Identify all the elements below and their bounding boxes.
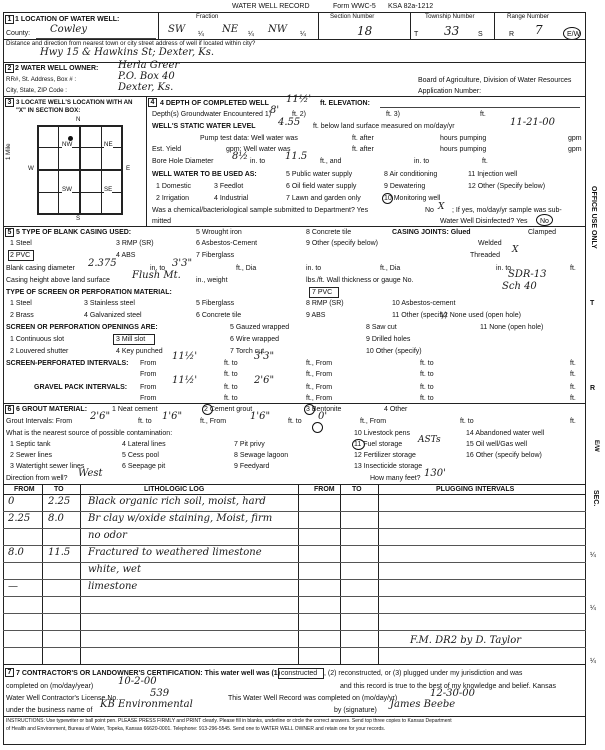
perf-to-value: 3'3" <box>254 351 275 362</box>
log-desc-cell: Fractured to weathered limestone <box>88 547 262 558</box>
instructions-1: INSTRUCTIONS: Use typewriter or ball point pen. PLEASE PRESS FIRMLY and PRINT clearly. Please fill in blanks, underline or circle the correct answers. Send top three copies to Kansas Department <box>6 718 452 724</box>
address-value: P.O. Box 40 <box>118 71 175 82</box>
open-mill: 3 Mill slot <box>116 336 146 343</box>
groundwater-ft2: ft. 2) <box>292 111 307 118</box>
perf-ft-to-3: ft. to <box>224 371 238 378</box>
township-prefix: T <box>414 31 419 38</box>
screen-abs: 9 ABS <box>306 312 326 319</box>
depth-label: 4 DEPTH OF COMPLETED WELL <box>160 100 269 107</box>
grout-other: 4 Other <box>384 406 408 413</box>
groundwater-label: Depth(s) Groundwater Encountered 1) <box>152 111 272 118</box>
distance-label: Distance and direction from nearest town or city street address of well if located within city? <box>6 40 256 47</box>
chem-mitted: mitted <box>152 218 172 225</box>
grout-bentonite: 3 Bentonite <box>306 406 342 413</box>
open-wire: 6 Wire wrapped <box>230 336 280 343</box>
diam-label: Blank casing diameter <box>6 265 75 272</box>
side-t: T <box>590 300 595 307</box>
use-air: 8 Air conditioning <box>384 171 438 178</box>
fraction-label: Fraction <box>196 13 219 20</box>
fuel-circle <box>352 439 365 450</box>
log-from-cell: 0 <box>8 496 15 507</box>
bore-to-value: 11.5 <box>285 151 308 162</box>
diam-ft-3: ft. <box>570 265 576 272</box>
screen-rmp: 8 RMP (SR) <box>306 300 344 307</box>
gravel-ft-2: ft. <box>570 395 576 402</box>
bore-value: 8½ <box>232 151 249 162</box>
log-litho-header: LITHOLOGIC LOG <box>144 486 205 493</box>
log-row-line <box>3 545 586 546</box>
form-number: Form WWC-5 <box>333 3 376 10</box>
contam-fertilizer: 12 Fertilizer storage <box>354 452 416 459</box>
bore-label: Bore Hole Diameter <box>152 158 214 165</box>
log-to-cell: 11.5 <box>48 547 71 558</box>
quarter-mark-2: ¼ <box>248 31 254 38</box>
perf-ft-from: ft., From <box>306 360 333 367</box>
screen-stainless: 3 Stainless steel <box>84 300 135 307</box>
how-many-label: How many feet? <box>370 475 421 482</box>
casing-fiberglass: 7 Fiberglass <box>196 252 235 259</box>
east-label: E <box>126 165 131 172</box>
contam-cess: 5 Cess pool <box>122 452 159 459</box>
south-label: S <box>76 215 81 222</box>
constructed-box <box>278 668 324 679</box>
north-label: N <box>76 116 81 123</box>
openings-label: SCREEN OR PERFORATION OPENINGS ARE: <box>6 324 158 331</box>
use-feedlot: 3 Feedlot <box>214 183 244 190</box>
log-to-cell: 2.25 <box>48 496 71 507</box>
plug-header: PLUGGING INTERVALS <box>436 486 515 493</box>
section-5-number: 5 <box>5 228 14 237</box>
use-injection: 11 Injection well <box>468 171 518 178</box>
mile-label: 1 Mile <box>5 143 12 160</box>
casing-concrete: 8 Concrete tile <box>306 229 352 236</box>
west-label: W <box>28 165 34 172</box>
contam-livestock: 10 Livestock pens <box>354 430 411 437</box>
use-lawn: 7 Lawn and garden only <box>286 195 361 202</box>
grout-label: 6 GROUT MATERIAL: <box>16 406 88 413</box>
gravel-ft-from: ft., From <box>306 384 333 391</box>
log-desc-cell: Black organic rich soil, moist, hard <box>88 496 266 507</box>
bore-ft-and: ft., and <box>320 158 342 165</box>
bore-ft: ft. <box>482 158 488 165</box>
use-other: 12 Other (Specify below) <box>468 183 546 190</box>
chem-no: No <box>425 207 434 214</box>
log-row-line <box>3 630 586 631</box>
city-label: City, State, ZIP Code : <box>6 87 67 94</box>
grout-ft-from-1: ft., From <box>200 418 227 425</box>
casing-abs: 4 ABS <box>116 252 136 259</box>
yield-ft-after: ft. after <box>352 146 374 153</box>
plug-from-header: FROM <box>314 486 335 493</box>
pump-test-label: Pump test data: Well water was <box>200 135 298 142</box>
casing-other: 9 Other (specify below) <box>306 240 378 247</box>
section-2-number: 2 <box>5 64 14 73</box>
bentonite-circle <box>304 404 315 415</box>
side-q1: ¼ <box>590 552 596 559</box>
section-6-number: 6 <box>5 405 14 414</box>
side-sec: SEC. <box>592 490 599 507</box>
gravel-ft: ft. <box>570 384 576 391</box>
township-label: Township Number <box>425 13 475 20</box>
disinfected-no: No <box>540 218 549 225</box>
casing-asbestos: 6 Asbestos-Cement <box>196 240 258 247</box>
cert-constructed: constructed <box>281 670 318 677</box>
well-location-dot <box>68 136 73 141</box>
casing-wrought: 5 Wrought iron <box>196 229 242 236</box>
log-row-line <box>3 647 586 648</box>
business-value: KB Environmental <box>100 699 193 710</box>
cert-rest: , (2) reconstructed, or (3) plugged under my jurisdiction and was <box>324 670 523 677</box>
contam-fuel: 11 Fuel storage <box>354 441 403 448</box>
diam-ft-dia-2: ft., Dia <box>380 265 401 272</box>
perf-ft-from-2: ft., From <box>306 371 333 378</box>
board-label: Board of Agriculture, Division of Water Resources <box>418 77 572 84</box>
range-value: 7 <box>535 23 543 37</box>
screen-brass: 2 Brass <box>10 312 34 319</box>
static-level-label: WELL'S STATIC WATER LEVEL <box>152 123 256 130</box>
contam-oil: 15 Oil well/Gas well <box>466 441 528 448</box>
section-1-number: 1 <box>5 15 14 24</box>
contam-abandoned: 14 Abandoned water well <box>466 430 545 437</box>
casing-steel: 1 Steel <box>10 240 32 247</box>
height-label: Casing height above land surface <box>6 277 110 284</box>
screen-label: TYPE OF SCREEN OR PERFORATION MATERIAL: <box>6 289 172 296</box>
open-drilled: 9 Drilled holes <box>366 336 411 343</box>
how-many-value: 130' <box>424 468 446 479</box>
gravel-ft-to-2: ft. to <box>420 384 434 391</box>
true-statement: and this record is true to the best of my knowledge and belief. Kansas <box>340 683 556 690</box>
side-q3: ¼ <box>590 658 596 665</box>
ksa-ref: KSA 82a-1212 <box>388 3 434 10</box>
gravel-from-label: From <box>140 384 157 391</box>
screen-pvc: 7 PVC <box>312 289 333 296</box>
mill-slot-box <box>113 334 155 345</box>
diam-in-to-3: in. to <box>496 265 512 272</box>
side-r: R <box>590 385 596 392</box>
elevation-label: ft. ELEVATION: <box>320 100 370 107</box>
log-from-header: FROM <box>14 486 35 493</box>
business-label: under the business name of <box>6 707 93 714</box>
diam-to-value: 3'3" <box>172 258 193 269</box>
log-to-cell: 8.0 <box>48 513 64 524</box>
grout-2-circle <box>312 422 323 433</box>
threaded-mark: X <box>512 245 519 255</box>
plug-to-header: TO <box>352 486 362 493</box>
log-to-header: TO <box>54 486 64 493</box>
grout-ft-from-2: ft., From <box>360 418 387 425</box>
locate-label: 3 LOCATE WELL'S LOCATION WITH AN "X" IN SECTION BOX: <box>16 99 133 114</box>
disinfected-no-circle <box>536 214 553 226</box>
form-title: WATER WELL RECORD <box>232 3 310 10</box>
bore-in-to: in. to <box>250 158 266 165</box>
signature-label: by (signature) <box>334 707 377 714</box>
diam-in-to: in. to <box>150 265 166 272</box>
contam-sewer: 2 Sewer lines <box>10 452 53 459</box>
diam-ft-dia: ft., Dia <box>236 265 257 272</box>
joints-clamped: Clamped <box>528 229 557 236</box>
application-number-label: Application Number: <box>418 88 482 95</box>
contam-watertight: 3 Watertight sewer lines <box>10 463 85 470</box>
yield-gpm: gpm <box>568 146 582 153</box>
side-q2: ¼ <box>590 605 596 612</box>
range-label: Range Number <box>507 13 549 20</box>
use-oilfield: 6 Oil field water supply <box>286 183 357 190</box>
grout-from-2: 1'6" <box>250 411 271 422</box>
joints-welded: Welded <box>478 240 502 247</box>
open-other: 10 Other (specify) <box>366 348 422 355</box>
joints-label: CASING JOINTS: Glued <box>392 229 471 236</box>
office-use-label: OFFICE USE ONLY <box>590 186 597 249</box>
perf-from-value: 11½' <box>172 351 198 362</box>
log-row-line <box>3 579 586 580</box>
section-number-value: 18 <box>357 24 373 38</box>
cert-label: 7 CONTRACTOR'S OR LANDOWNER'S CERTIFICATION: This water well was (1) <box>16 670 281 677</box>
section-number-label: Section Number <box>330 13 375 20</box>
city-value: Dexter, Ks. <box>118 82 174 93</box>
license-label: Water Well Contractor's License No. <box>6 695 119 702</box>
log-from-cell: — <box>8 581 18 592</box>
static-level-date: 11-21-00 <box>510 117 555 128</box>
use-dewatering: 9 Dewatering <box>384 183 426 190</box>
grout-to-1: 1'6" <box>162 411 183 422</box>
groundwater-1: 8' <box>270 105 280 116</box>
screen-galvanized: 4 Galvanized steel <box>84 312 142 319</box>
gauge-value: SDR-13 <box>508 269 547 280</box>
open-key: 4 Key punched <box>116 348 163 355</box>
screen-steel: 1 Steel <box>10 300 32 307</box>
screen-concrete: 6 Concrete tile <box>196 312 242 319</box>
section-4-number: 4 <box>148 98 157 107</box>
est-yield-gpm: gpm: Well water was <box>226 146 291 153</box>
open-continuous: 1 Continuous slot <box>10 336 65 343</box>
owner-label: 2 WATER WELL OWNER: <box>15 65 99 72</box>
gravel-ft-to: ft. to <box>224 384 238 391</box>
grout-ft: ft. <box>570 418 576 425</box>
perf-ft-to-2: ft. to <box>420 360 434 367</box>
contam-septic: 1 Septic tank <box>10 441 51 448</box>
range-ew: E/W <box>567 31 581 38</box>
township-value: 33 <box>444 24 460 38</box>
perf-label: SCREEN-PERFORATED INTERVALS: <box>6 360 129 367</box>
pump-hours: hours pumping <box>440 135 487 142</box>
use-domestic: 1 Domestic <box>156 183 192 190</box>
monitoring-circle <box>382 193 393 204</box>
perf-from-label: From <box>140 360 157 367</box>
grout-ft-to-2: ft. to <box>288 418 302 425</box>
groundwater-ft: ft. <box>480 111 486 118</box>
quarter-mark-1: ¼ <box>198 31 204 38</box>
diam-value: 2.375 <box>88 258 117 269</box>
grout-from-1: 2'6" <box>90 411 111 422</box>
perf-ft-2: ft. <box>570 371 576 378</box>
perf-ft-to: ft. to <box>224 360 238 367</box>
log-from-cell: 2.25 <box>8 513 31 524</box>
use-irrigation: 2 Irrigation <box>156 195 190 202</box>
grout-cement: 2 Cement grout <box>204 406 253 413</box>
height-weight: in., weight <box>196 277 228 284</box>
quarter-1: SW <box>168 24 186 35</box>
casing-rmp: 3 RMP (SR) <box>116 240 154 247</box>
diam-in-to-2: in. to <box>306 265 322 272</box>
quarter-mark-3: ¼ <box>300 31 306 38</box>
log-row-line <box>3 562 586 563</box>
address-label: RR#, St. Address, Box # : <box>6 76 77 83</box>
schedule-value: Sch 40 <box>502 281 537 292</box>
distance-value: Hwy 15 & Hawkins St; Dexter, Ks. <box>40 47 215 58</box>
record-value: 12-30-00 <box>430 688 475 699</box>
screen-pvc-box <box>309 287 339 298</box>
open-saw: 8 Saw cut <box>366 324 397 331</box>
groundwater-ft3: ft. 3) <box>386 111 401 118</box>
record-label: This Water Well Record was completed on (mo/day/yr) <box>228 695 398 702</box>
casing-pvc: 2 PVC <box>10 252 31 259</box>
gauge-label: lbs./ft. Wall thickness or gauge No. <box>306 277 414 284</box>
log-desc-cell: Br clay w/oxide staining, Moist, firm <box>88 513 273 524</box>
log-row-line <box>3 596 586 597</box>
pump-gpm: gpm <box>568 135 582 142</box>
gravel-label: GRAVEL PACK INTERVALS: <box>34 384 128 391</box>
direction-label: Direction from well? <box>6 475 68 482</box>
grout-ft-to-1: ft. to <box>138 418 152 425</box>
disinfected-label: Water Well Disinfected? Yes <box>440 218 528 225</box>
log-row-line <box>3 511 586 512</box>
contam-feedyard: 9 Feedyard <box>234 463 270 470</box>
chem-rest: ; If yes, mo/day/yr sample was sub- <box>452 207 562 214</box>
grout-ft-to-3: ft. to <box>460 418 474 425</box>
static-level-value: 4.55 <box>278 117 301 128</box>
completed-value: 10-2-00 <box>118 676 157 687</box>
section-3-number: 3 <box>5 98 14 107</box>
chem-no-mark: X <box>438 202 445 212</box>
use-label: WELL WATER TO BE USED AS: <box>152 171 257 178</box>
log-from-cell: 8.0 <box>8 547 24 558</box>
est-yield-label: Est. Yield <box>152 146 182 153</box>
contam-lateral: 4 Lateral lines <box>122 441 166 448</box>
driller-note: F.M. DR2 by D. Taylor <box>410 635 521 646</box>
contam-other: 16 Other (specify below) <box>466 452 542 459</box>
side-ew: E/W <box>593 440 600 452</box>
location-label: 1 LOCATION OF WATER WELL: <box>15 16 120 23</box>
signature-value: James Beebe <box>390 699 456 710</box>
height-value: Flush Mt. <box>132 270 181 281</box>
contamination-label: What is the nearest source of possible contamination: <box>6 430 173 437</box>
contam-seepage: 6 Seepage pit <box>122 463 166 470</box>
grout-intervals-label: Grout Intervals: From <box>6 418 73 425</box>
perf-from-label-2: From <box>140 371 157 378</box>
log-row-line <box>3 528 586 529</box>
gravel-ft-to-3: ft. to <box>224 395 238 402</box>
ne-label: NE <box>104 141 113 148</box>
screen-asbestos: 10 Asbestos-cement <box>392 300 456 307</box>
gravel-ft-from-2: ft., From <box>306 395 333 402</box>
sw-label: SW <box>62 186 72 193</box>
perf-ft: ft. <box>570 360 576 367</box>
grout-to-2: 0' <box>318 411 328 422</box>
static-level-rest: ft. below land surface measured on mo/day/yr <box>313 123 455 130</box>
gravel-from-value: 11½' <box>172 375 198 386</box>
casing-label: 5 TYPE OF BLANK CASING USED: <box>16 229 132 236</box>
county-label: County: <box>6 30 31 37</box>
gravel-from-label-2: From <box>140 395 157 402</box>
gravel-ft-to-4: ft. to <box>420 395 434 402</box>
open-none: 11 None (open hole) <box>480 324 544 331</box>
fuel-asts: ASTs <box>418 435 441 445</box>
grout-neat: 1 Neat cement <box>112 406 158 413</box>
owner-name: Herla Greer <box>118 60 180 71</box>
section-7-number: 7 <box>5 668 14 677</box>
chem-question: Was a chemical/bacteriological sample submitted to Department? Yes <box>152 207 369 214</box>
joints-threaded: Threaded <box>470 252 500 259</box>
township-suffix: S <box>478 31 483 38</box>
open-louvered: 2 Louvered shutter <box>10 348 69 355</box>
screen-other: 11 Other (specify) <box>392 312 448 319</box>
log-row-line <box>3 613 586 614</box>
direction-value: West <box>78 468 103 479</box>
pump-ft-after: ft. after <box>352 135 374 142</box>
screen-none: 12 None used (open hole) <box>440 312 521 319</box>
county-value: Cowley <box>50 24 87 35</box>
quarter-3: NW <box>268 24 288 35</box>
range-prefix: R <box>509 31 515 38</box>
instructions-2: of Health and Environment, Bureau of Water, Topeka, Kansas 66620-0001. Telephone: 913-296-5545. Send one to WATER WELL OWNER and retain one for your records. <box>6 726 386 732</box>
open-torch: 7 Torch cut <box>230 348 265 355</box>
contam-privy: 7 Pit privy <box>234 441 265 448</box>
use-public: 5 Public water supply <box>286 171 353 178</box>
perf-ft-to-4: ft. to <box>420 371 434 378</box>
nw-label: NW <box>62 141 73 148</box>
gravel-to-value: 2'6" <box>254 375 275 386</box>
license-value: 539 <box>150 688 170 699</box>
pvc-box-mark <box>8 250 34 261</box>
completed-label: completed on (mo/day/year) <box>6 683 94 690</box>
use-monitoring: 10 Monitoring well <box>384 195 441 202</box>
quarter-2: NE <box>222 24 239 35</box>
screen-fiberglass: 5 Fiberglass <box>196 300 235 307</box>
contam-lagoon: 8 Sewage lagoon <box>234 452 289 459</box>
yield-hours: hours pumping <box>440 146 487 153</box>
use-industrial: 4 Industrial <box>214 195 249 202</box>
log-desc-cell: no odor <box>88 530 127 541</box>
open-gauzed: 5 Gauzed wrapped <box>230 324 290 331</box>
contam-insecticide: 13 Insecticide storage <box>354 463 423 470</box>
cement-circle <box>202 404 213 415</box>
depth-value: 11½' <box>286 94 312 105</box>
log-desc-cell: limestone <box>88 581 138 592</box>
log-desc-cell: white, wet <box>88 564 141 575</box>
bore-in-to-2: in. to <box>414 158 430 165</box>
se-label: SE <box>104 186 113 193</box>
